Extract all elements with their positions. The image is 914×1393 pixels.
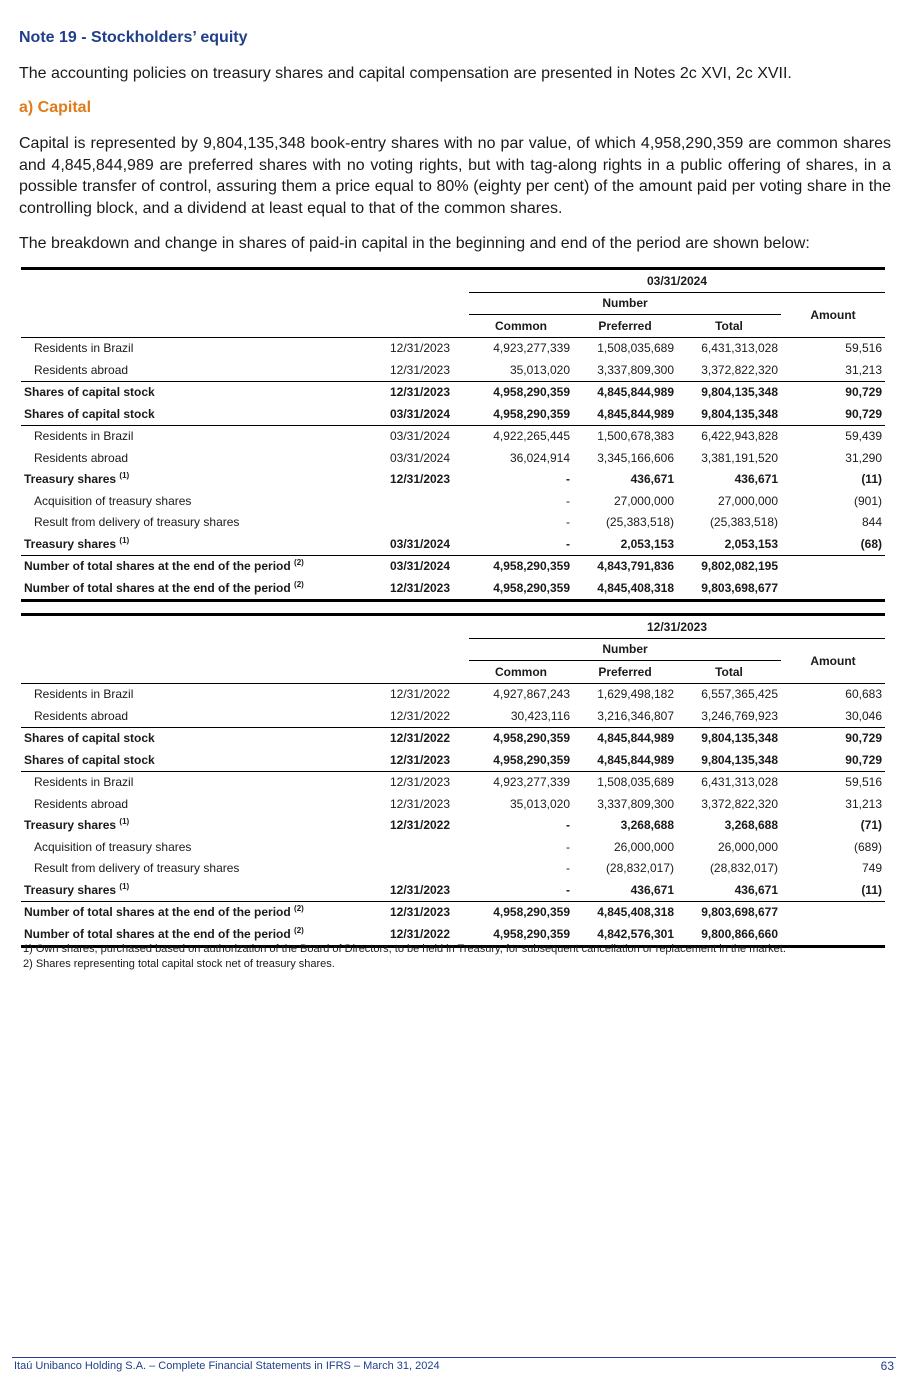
amount-value: 90,729 <box>781 727 885 749</box>
total-value: 9,804,135,348 <box>701 406 778 421</box>
amount-value: 31,290 <box>845 450 882 465</box>
number-header: Number <box>469 292 781 315</box>
preferred-value: 4,845,844,989 <box>597 752 674 767</box>
common-value: 4,958,290,359 <box>469 727 573 749</box>
preferred-value: 4,845,408,318 <box>573 577 677 600</box>
table-row <box>21 727 885 749</box>
row-label <box>21 403 371 425</box>
preferred-header: Preferred <box>573 315 677 338</box>
amount-value: 60,683 <box>845 687 882 702</box>
preferred-value: 436,671 <box>630 882 674 897</box>
row-label-text: Acquisition of treasury shares <box>34 839 192 854</box>
row-label <box>21 447 371 469</box>
row-label <box>21 749 371 771</box>
row-date: 12/31/2023 <box>389 752 451 767</box>
row-date: 12/31/2022 <box>371 727 469 749</box>
total-header: Total <box>677 661 781 684</box>
row-date: 03/31/2024 <box>371 555 469 577</box>
amount-value: 90,729 <box>845 406 882 421</box>
row-date: 03/31/2024 <box>389 536 451 551</box>
amount-header: Amount <box>781 292 885 337</box>
row-label <box>21 359 371 381</box>
common-value: 4,958,290,359 <box>469 577 573 600</box>
row-date: 12/31/2023 <box>371 577 469 600</box>
table-row <box>21 381 885 403</box>
row-label-text: Acquisition of treasury shares <box>34 493 192 508</box>
row-date: 12/31/2023 <box>371 771 469 793</box>
common-header: Common <box>469 315 573 338</box>
common-value: 4,958,290,359 <box>469 555 573 577</box>
common-value: 36,024,914 <box>509 450 570 465</box>
amount-value: (11) <box>861 882 882 897</box>
preferred-header: Preferred <box>573 661 677 684</box>
row-label-text: Shares of capital stock <box>24 385 155 400</box>
table-row <box>21 469 885 491</box>
note-title: Note 19 - Stockholders’ equity <box>19 29 248 46</box>
preferred-value: 4,845,844,989 <box>597 406 674 421</box>
intro-paragraph: The accounting policies on treasury shares and capital compensation are presented in Notes 2c XVI, 2c XVII. <box>19 65 792 82</box>
amount-value <box>781 577 885 600</box>
period-header-row <box>21 615 885 639</box>
total-value: 6,557,365,425 <box>701 687 778 702</box>
row-date: 12/31/2023 <box>389 882 451 897</box>
total-value: 3,246,769,923 <box>701 708 778 723</box>
table-row <box>21 577 885 600</box>
amount-value: (71) <box>860 818 882 833</box>
row-label-text: Number of total shares at the end of the period <box>24 559 291 574</box>
amount-value: (901) <box>853 493 882 508</box>
row-label <box>21 469 371 491</box>
total-value: 9,804,135,348 <box>677 727 781 749</box>
total-value: 9,803,698,677 <box>677 901 781 923</box>
total-value: 6,431,313,028 <box>701 341 778 356</box>
page-number: 63 <box>880 1359 894 1373</box>
row-label <box>21 836 371 858</box>
table-row <box>21 683 885 705</box>
preferred-value: 2,053,153 <box>620 536 674 551</box>
row-label <box>21 879 371 901</box>
amount-value: 90,729 <box>781 381 885 403</box>
row-date: 12/31/2022 <box>371 923 469 946</box>
row-label <box>21 858 371 880</box>
amount-value: 59,439 <box>781 425 885 447</box>
footnote-ref: (1) <box>119 535 130 545</box>
row-label-text: Residents abroad <box>34 362 129 377</box>
table-row <box>21 815 885 837</box>
amount-value: 59,516 <box>845 341 882 356</box>
table-row <box>21 793 885 815</box>
total-value: 9,804,135,348 <box>677 381 781 403</box>
capital-table-2024 <box>21 267 885 602</box>
row-date <box>371 836 469 858</box>
row-label <box>21 577 371 600</box>
preferred-value: 1,500,678,383 <box>573 425 677 447</box>
common-value: - <box>566 839 570 854</box>
common-value: 4,927,867,243 <box>493 687 570 702</box>
table-row <box>21 555 885 577</box>
number-header-row <box>21 638 885 661</box>
table-row <box>21 901 885 923</box>
table-row <box>21 425 885 447</box>
row-label <box>21 683 371 705</box>
footnote-ref: (1) <box>119 817 130 827</box>
amount-value: (689) <box>853 839 882 854</box>
preferred-value: 4,845,844,989 <box>573 381 677 403</box>
amount-value: 844 <box>861 515 882 530</box>
row-date: 12/31/2023 <box>371 901 469 923</box>
row-label <box>21 793 371 815</box>
total-value: 6,422,943,828 <box>677 425 781 447</box>
row-label-text: Number of total shares at the end of the period <box>24 926 291 941</box>
total-value: 27,000,000 <box>717 493 778 508</box>
row-date: 12/31/2022 <box>389 687 451 702</box>
total-value: 3,268,688 <box>724 818 778 833</box>
footnote-ref: (2) <box>294 925 304 935</box>
column-header-row <box>21 661 885 684</box>
table-row <box>21 705 885 727</box>
footnote-ref: (2) <box>294 558 304 568</box>
amount-value: 749 <box>861 861 882 876</box>
row-date: 12/31/2023 <box>389 341 451 356</box>
amount-value: (11) <box>861 472 882 487</box>
common-value: - <box>566 515 570 530</box>
row-label-text: Residents abroad <box>34 450 129 465</box>
period-header-row <box>21 269 885 293</box>
row-label-text: Residents in Brazil <box>34 775 134 790</box>
footnote-2: 2) Shares representing total capital stock net of treasury shares. <box>23 958 335 970</box>
period-label: 12/31/2023 <box>469 615 885 639</box>
table-row <box>21 836 885 858</box>
row-label-text: Treasury shares <box>24 472 117 487</box>
preferred-value: 3,345,166,606 <box>597 450 674 465</box>
preferred-value: (25,383,518) <box>605 515 674 530</box>
common-value: - <box>566 493 570 508</box>
row-label-text: Residents in Brazil <box>34 341 134 356</box>
common-value: 4,958,290,359 <box>469 923 573 946</box>
period-label: 03/31/2024 <box>469 269 885 293</box>
row-label <box>21 815 371 837</box>
footer-divider <box>12 1357 896 1358</box>
row-date: 12/31/2023 <box>389 472 451 487</box>
common-value: 35,013,020 <box>509 362 570 377</box>
row-date: 03/31/2024 <box>371 425 469 447</box>
preferred-value: 4,843,791,836 <box>573 555 677 577</box>
row-label-text: Number of total shares at the end of the period <box>24 580 291 595</box>
row-date: 12/31/2022 <box>389 818 451 833</box>
row-label-text: Result from delivery of treasury shares <box>34 861 240 876</box>
row-label <box>21 512 371 534</box>
row-label <box>21 727 371 749</box>
row-label <box>21 771 371 793</box>
preferred-value: 1,629,498,182 <box>597 687 674 702</box>
breakdown-paragraph: The breakdown and change in shares of paid-in capital in the beginning and end of the period are shown below: <box>19 235 810 252</box>
row-label <box>21 490 371 512</box>
total-value: 9,800,866,660 <box>677 923 781 946</box>
preferred-value: 27,000,000 <box>613 493 674 508</box>
number-header-row <box>21 292 885 315</box>
total-value: 436,671 <box>734 472 778 487</box>
total-value: 3,372,822,320 <box>701 362 778 377</box>
total-value: (25,383,518) <box>709 515 778 530</box>
amount-header: Amount <box>781 638 885 683</box>
amount-value: 31,213 <box>845 796 882 811</box>
capital-table-2023 <box>21 613 885 948</box>
row-label <box>21 901 371 923</box>
table-row <box>21 858 885 880</box>
number-header: Number <box>469 638 781 661</box>
preferred-value: 4,845,844,989 <box>573 727 677 749</box>
common-value: 4,958,290,359 <box>493 752 570 767</box>
preferred-value: 3,216,346,807 <box>597 708 674 723</box>
common-value: 4,958,290,359 <box>469 381 573 403</box>
preferred-value: 26,000,000 <box>613 839 674 854</box>
table-row <box>21 749 885 771</box>
total-value: 9,802,082,195 <box>677 555 781 577</box>
common-value: 4,922,265,445 <box>469 425 573 447</box>
footnotes <box>23 942 786 972</box>
amount-value: 31,213 <box>845 362 882 377</box>
footnote-1: 1) Own shares, purchased based on authorization of the Board of Directors, to be held in Treasury, for subsequent cancellation or replacement in the market. <box>23 943 786 955</box>
preferred-value: 4,842,576,301 <box>573 923 677 946</box>
footnote-ref: (2) <box>294 579 304 589</box>
row-date: 12/31/2022 <box>389 708 451 723</box>
total-value: 3,372,822,320 <box>701 796 778 811</box>
total-value: 9,804,135,348 <box>701 752 778 767</box>
row-date <box>371 512 469 534</box>
table-row <box>21 879 885 901</box>
row-date <box>371 858 469 880</box>
table-row <box>21 337 885 359</box>
footnote-ref: (1) <box>119 881 130 891</box>
table-row <box>21 512 885 534</box>
row-label-text: Number of total shares at the end of the period <box>24 905 291 920</box>
row-label-text: Treasury shares <box>24 536 117 551</box>
row-label <box>21 533 371 555</box>
amount-value: 90,729 <box>845 752 882 767</box>
preferred-value: 3,268,688 <box>620 818 674 833</box>
row-date: 12/31/2023 <box>371 381 469 403</box>
amount-value: 30,046 <box>845 708 882 723</box>
footnote-ref: (2) <box>294 904 304 914</box>
table-row <box>21 447 885 469</box>
total-value: 9,803,698,677 <box>677 577 781 600</box>
common-value: 4,923,277,339 <box>469 771 573 793</box>
row-label <box>21 425 371 447</box>
row-label-text: Residents abroad <box>34 708 129 723</box>
row-label-text: Residents in Brazil <box>34 429 134 444</box>
preferred-value: 3,337,809,300 <box>597 362 674 377</box>
row-date: 03/31/2024 <box>389 406 451 421</box>
row-label-text: Shares of capital stock <box>24 406 155 421</box>
total-value: 26,000,000 <box>717 839 778 854</box>
row-label-text: Shares of capital stock <box>24 731 155 746</box>
row-label <box>21 705 371 727</box>
amount-value <box>781 923 885 946</box>
common-header: Common <box>469 661 573 684</box>
footer-text: Itaú Unibanco Holding S.A. – Complete Financial Statements in IFRS – March 31, 2024 <box>14 1360 440 1372</box>
row-label-text: Result from delivery of treasury shares <box>34 515 240 530</box>
row-label <box>21 555 371 577</box>
row-date: 12/31/2023 <box>389 796 451 811</box>
common-value: - <box>566 818 570 833</box>
total-value: 6,431,313,028 <box>677 771 781 793</box>
total-value: (28,832,017) <box>709 861 778 876</box>
section-title: a) Capital <box>19 99 92 116</box>
common-value: 35,013,020 <box>509 796 570 811</box>
common-value: 4,958,290,359 <box>469 901 573 923</box>
preferred-value: 436,671 <box>630 472 674 487</box>
row-label <box>21 381 371 403</box>
amount-value: 59,516 <box>781 771 885 793</box>
amount-value <box>781 555 885 577</box>
amount-value <box>781 901 885 923</box>
row-label-text: Shares of capital stock <box>24 752 155 767</box>
row-date: 03/31/2024 <box>389 450 451 465</box>
table-row <box>21 403 885 425</box>
common-value: 4,923,277,339 <box>493 341 570 356</box>
row-date <box>371 490 469 512</box>
total-value: 2,053,153 <box>724 536 778 551</box>
row-label-text: Residents abroad <box>34 796 129 811</box>
column-header-row <box>21 315 885 338</box>
table-row <box>21 490 885 512</box>
common-value: 4,958,290,359 <box>493 406 570 421</box>
row-label <box>21 337 371 359</box>
footnote-ref: (1) <box>119 471 130 481</box>
preferred-value: 4,845,408,318 <box>573 901 677 923</box>
total-header: Total <box>677 315 781 338</box>
preferred-value: 1,508,035,689 <box>573 771 677 793</box>
common-value: - <box>566 861 570 876</box>
row-label-text: Residents in Brazil <box>34 687 134 702</box>
capital-paragraph: Capital is represented by 9,804,135,348 book-entry shares with no par value, of which 4,958,290,359 are common shares and 4,845,844,989 are preferred shares with no voting rights, but with tag-along rights in a public offering of shares, in a possible transfer of control, assuring them a price equal to 80% (eighty per cent) of the amount paid per voting share in the controlling block, and a dividend at least equal to that of the common shares. <box>19 135 891 217</box>
row-date: 12/31/2023 <box>389 362 451 377</box>
total-value: 436,671 <box>734 882 778 897</box>
row-label-text: Treasury shares <box>24 818 117 833</box>
common-value: - <box>566 536 570 551</box>
table-row <box>21 771 885 793</box>
common-value: 30,423,116 <box>510 708 570 723</box>
table-row <box>21 533 885 555</box>
common-value: - <box>566 882 570 897</box>
table-row <box>21 359 885 381</box>
total-value: 3,381,191,520 <box>701 450 778 465</box>
amount-value: (68) <box>860 536 882 551</box>
common-value: - <box>566 472 570 487</box>
row-label-text: Treasury shares <box>24 882 117 897</box>
preferred-value: (28,832,017) <box>605 861 674 876</box>
preferred-value: 1,508,035,689 <box>597 341 674 356</box>
preferred-value: 3,337,809,300 <box>597 796 674 811</box>
